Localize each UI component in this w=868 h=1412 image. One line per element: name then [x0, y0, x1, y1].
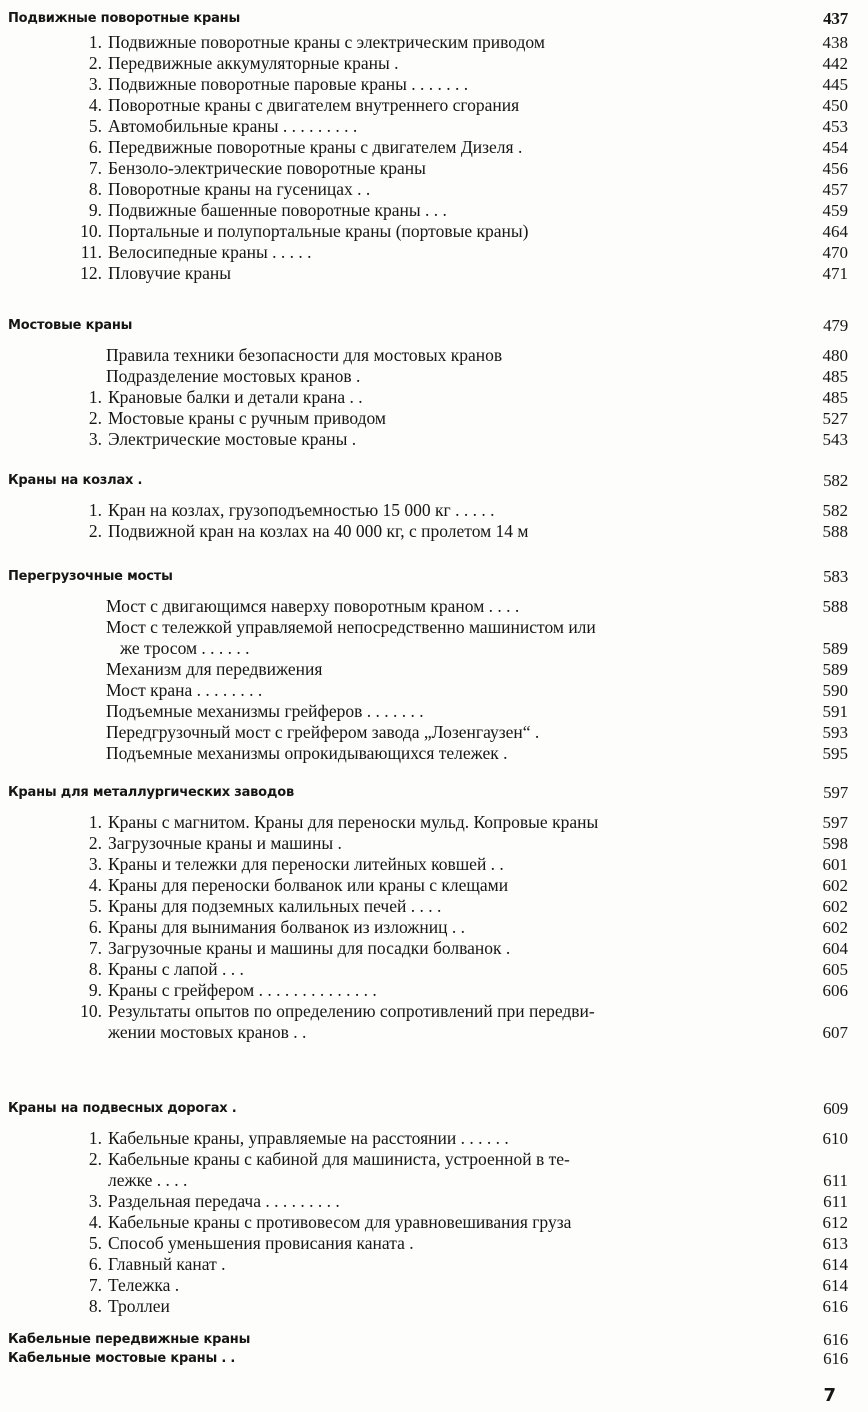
entry-page: 588	[822, 522, 848, 541]
toc-entry: 11. Велосипедные краны . . . . . 470	[80, 242, 848, 262]
entry-text: Краны с магнитом. Краны для переноски мульд. Копровые краны	[108, 812, 599, 832]
entry-page: 485	[822, 388, 848, 407]
toc-entry: 2. Передвижные аккумуляторные краны . 442	[88, 53, 848, 73]
entry-text: Подвижные башенные поворотные краны . . .	[108, 200, 447, 220]
toc-entry: 2. Мостовые краны с ручным приводом 527	[88, 408, 848, 428]
toc-entry	[8, 617, 856, 659]
section-title: Перегрузочные мосты	[8, 569, 173, 584]
entry-page: 485	[822, 367, 848, 386]
entry-text: Портальные и полупортальные краны (портовые краны)	[108, 221, 529, 241]
entry-text: Троллеи	[108, 1296, 170, 1316]
toc-entry: 2. Подвижной кран на козлах на 40 000 кг, с пролетом 14 м 588	[88, 521, 848, 541]
toc-entry: 4. Кабельные краны с противовесом для уравновешивания груза 612	[88, 1212, 848, 1232]
toc-section	[8, 8, 856, 284]
entry-text: Способ уменьшения провисания каната .	[108, 1233, 414, 1253]
toc-entry	[8, 743, 856, 764]
entry-text: Краны для вынимания болванок из изложниц . .	[108, 917, 465, 937]
entry-text: Правила техники безопасности для мостовых кранов	[106, 345, 503, 365]
entry-page: 612	[822, 1213, 848, 1232]
toc-entry: 5. Способ уменьшения провисания каната . 613	[88, 1233, 848, 1253]
entry-text: Автомобильные краны . . . . . . . . .	[108, 116, 358, 136]
section-heading	[8, 1098, 856, 1120]
entry-page: 589	[822, 639, 848, 658]
entry-page: 604	[822, 939, 848, 958]
entry-text-continued: лежке . . . .	[108, 1170, 188, 1190]
entry-page: 605	[822, 960, 848, 979]
toc-entry: 8. Поворотные краны на гусеницах . . 457	[88, 179, 848, 199]
toc-entry: 9. Краны с грейфером . . . . . . . . . . . . . . 606	[88, 980, 848, 1000]
section-title: Краны для металлургических заводов	[8, 785, 294, 800]
entry-page: 614	[822, 1276, 848, 1295]
entry-text: Механизм для передвижения	[106, 659, 323, 679]
section-heading	[8, 566, 856, 588]
entry-page: 593	[822, 723, 848, 742]
entry-text: Результаты опытов по определению сопротивлений при передви-	[108, 1001, 595, 1021]
section-page: 479	[823, 316, 848, 335]
entry-page: 616	[822, 1297, 848, 1316]
toc-entry: 10. Портальные и полупортальные краны (портовые краны) 464	[80, 221, 848, 241]
toc-section	[8, 470, 856, 542]
toc-entry: 5. Автомобильные краны . . . . . . . . . 453	[88, 116, 848, 136]
toc-entry: 8. Троллеи 616	[88, 1296, 848, 1316]
toc-entry	[8, 366, 856, 387]
entry-text: Краны для подземных калильных печей . . . .	[108, 896, 442, 916]
toc-entry	[8, 596, 856, 617]
entry-page: 453	[822, 117, 848, 136]
entry-text: Мостовые краны с ручным приводом	[108, 408, 386, 428]
toc-entry: 5. Краны для подземных калильных печей . . . . 602	[88, 896, 848, 916]
entry-text: Передвижные поворотные краны с двигателем Дизеля .	[108, 137, 523, 157]
toc-entry: 3. Электрические мостовые краны . 543	[88, 429, 848, 449]
entry-text: Поворотные краны на гусеницах . .	[108, 179, 371, 199]
entry-text: Кран на козлах, грузоподъемностью 15 000 кг . . . . .	[108, 500, 495, 520]
section-title: Подвижные поворотные краны	[8, 11, 241, 26]
toc-entry: 6. Краны для вынимания болванок из изложниц . . 602	[88, 917, 848, 937]
entry-text: Подъемные механизмы грейферов . . . . . . .	[106, 701, 424, 721]
entry-text: Главный канат .	[108, 1254, 226, 1274]
entry-text: Краны для переноски болванок или краны с клещами	[108, 875, 509, 895]
entry-page: 470	[822, 243, 848, 262]
entry-text: Крановые балки и детали крана . .	[108, 387, 363, 407]
entry-page: 607	[822, 1023, 848, 1042]
entry-text: Краны с лапой . . .	[108, 959, 244, 979]
entry-page: 590	[822, 681, 848, 700]
entry-page: 611	[823, 1171, 848, 1190]
toc-entry	[8, 701, 856, 722]
toc-final-entries	[8, 1330, 856, 1368]
toc-entry: 3. Подвижные поворотные паровые краны . . . . . . . 445	[88, 74, 848, 94]
entry-text: Мост с тележкой управляемой непосредственно машинистом или	[106, 617, 596, 637]
entry-page: 602	[822, 918, 848, 937]
section-heading	[8, 1349, 856, 1368]
entry-page: 589	[822, 660, 848, 679]
toc-entry: 2. Загрузочные краны и машины . 598	[88, 833, 848, 853]
section-title: Кабельные передвижные краны	[8, 1332, 251, 1347]
section-title: Кабельные мостовые краны . .	[8, 1351, 236, 1366]
entry-page: 438	[822, 33, 848, 52]
toc-entry: 4. Поворотные краны с двигателем внутреннего сгорания 450	[88, 95, 848, 115]
entry-page: 602	[822, 897, 848, 916]
entry-text: Краны и тележки для переноски литейных ковшей . .	[108, 854, 504, 874]
entry-page: 454	[822, 138, 848, 157]
entry-text: Кабельные краны с противовесом для уравновешивания груза	[108, 1212, 572, 1232]
entry-page: 601	[822, 855, 848, 874]
toc-entry: 3. Краны и тележки для переноски литейных ковшей . . 601	[88, 854, 848, 874]
section-page: 583	[823, 567, 848, 586]
entry-text: Подразделение мостовых кранов .	[106, 366, 361, 386]
section-page: 437	[823, 9, 848, 28]
toc-section	[8, 566, 856, 764]
entry-page: 614	[822, 1255, 848, 1274]
toc-entry: 8. Краны с лапой . . . 605	[88, 959, 848, 979]
entry-page: 602	[822, 876, 848, 895]
entry-text: Подвижные поворотные краны с электрическим приводом	[108, 32, 545, 52]
toc-section	[8, 1098, 856, 1317]
toc-entry: 1. Краны с магнитом. Краны для переноски мульд. Копровые краны 597	[88, 812, 848, 832]
toc-entry: 10. Результаты опытов по определению сопротивлений при передви- жении мостовых кранов . . 607	[8, 1001, 856, 1043]
entry-text: Раздельная передача . . . . . . . . .	[108, 1191, 340, 1211]
toc-entry: 3. Раздельная передача . . . . . . . . . 611	[88, 1191, 848, 1211]
entry-page: 471	[822, 264, 848, 283]
entry-page: 591	[822, 702, 848, 721]
entry-page: 613	[822, 1234, 848, 1253]
toc-entry: 7. Бензоло-электрические поворотные краны 456	[88, 158, 848, 178]
toc-entry: 1. Кран на козлах, грузоподъемностью 15 000 кг . . . . . 582	[88, 500, 848, 520]
entry-page: 480	[822, 346, 848, 365]
toc-entry	[8, 659, 856, 680]
entry-page: 464	[822, 222, 848, 241]
entry-page: 595	[822, 744, 848, 763]
section-page: 597	[823, 783, 848, 802]
toc-entry: 1. Крановые балки и детали крана . . 485	[88, 387, 848, 407]
toc-entry: 1. Кабельные краны, управляемые на расстоянии . . . . . . 610	[88, 1128, 848, 1148]
entry-page: 543	[822, 430, 848, 449]
entry-text: Мост с двигающимся наверху поворотным краном . . . .	[106, 596, 520, 616]
toc-entry: 6. Передвижные поворотные краны с двигателем Дизеля . 454	[88, 137, 848, 157]
toc-section	[8, 782, 856, 1043]
entry-page: 598	[822, 834, 848, 853]
section-heading	[8, 1330, 856, 1349]
toc-entry: 9. Подвижные башенные поворотные краны . . . 459	[88, 200, 848, 220]
section-heading	[8, 470, 856, 492]
entry-text: Пловучие краны	[108, 263, 231, 283]
entry-page: 597	[822, 813, 848, 832]
entry-page: 611	[823, 1192, 848, 1211]
section-heading	[8, 8, 856, 30]
entry-text: Кабельные краны с кабиной для машиниста, устроенной в те-	[108, 1149, 570, 1169]
section-page: 582	[823, 471, 848, 490]
entry-text: Загрузочные краны и машины для посадки болванок .	[108, 938, 511, 958]
entry-text: Передгрузочный мост с грейфером завода „Лозенгаузен“ .	[106, 722, 540, 742]
toc-entry: 4. Краны для переноски болванок или краны с клещами 602	[88, 875, 848, 895]
entry-text-continued: жении мостовых кранов . .	[108, 1022, 307, 1042]
toc-entry: 12. Пловучие краны 471	[80, 263, 848, 283]
entry-text: Поворотные краны с двигателем внутреннего сгорания	[108, 95, 520, 115]
entry-text: Подвижной кран на козлах на 40 000 кг, с пролетом 14 м	[108, 521, 529, 541]
section-title: Мостовые краны	[8, 318, 133, 333]
toc-entry: 7. Тележка . 614	[88, 1275, 848, 1295]
entry-text: Передвижные аккумуляторные краны .	[108, 53, 399, 73]
section-title: Краны на подвесных дорогах .	[8, 1101, 237, 1116]
toc-entry	[8, 345, 856, 366]
toc-entry: 1. Подвижные поворотные краны с электрическим приводом 438	[88, 32, 848, 52]
entry-text: Загрузочные краны и машины .	[108, 833, 342, 853]
section-page: 616	[823, 1330, 848, 1349]
section-page: 609	[823, 1099, 848, 1118]
entry-page: 610	[822, 1129, 848, 1148]
section-heading	[8, 782, 856, 804]
toc-section	[8, 315, 856, 450]
section-page: 616	[823, 1349, 848, 1368]
entry-page: 457	[822, 180, 848, 199]
entry-page: 582	[822, 501, 848, 520]
section-heading	[8, 315, 856, 337]
entry-page: 450	[822, 96, 848, 115]
toc-entry: 2. Кабельные краны с кабиной для машиниста, устроенной в те- лежке . . . . 611	[8, 1149, 856, 1191]
toc-entry: 6. Главный канат . 614	[88, 1254, 848, 1274]
entry-text: Велосипедные краны . . . . .	[108, 242, 312, 262]
entry-text: Подвижные поворотные паровые краны . . . . . . .	[108, 74, 469, 94]
entry-page: 442	[822, 54, 848, 73]
entry-text-continued: же тросом . . . . . .	[120, 638, 250, 658]
entry-page: 459	[822, 201, 848, 220]
entry-page: 456	[822, 159, 848, 178]
entry-text: Краны с грейфером . . . . . . . . . . . . . .	[108, 980, 377, 1000]
toc-entry	[8, 680, 856, 701]
toc-entry: 7. Загрузочные краны и машины для посадки болванок . 604	[88, 938, 848, 958]
entry-text: Тележка .	[108, 1275, 180, 1295]
entry-page: 588	[822, 597, 848, 616]
section-title: Краны на козлах .	[8, 473, 143, 488]
toc-entry	[8, 722, 856, 743]
entry-page: 445	[822, 75, 848, 94]
entry-text: Кабельные краны, управляемые на расстоянии . . . . . .	[108, 1128, 509, 1148]
entry-text: Мост крана . . . . . . . .	[106, 680, 263, 700]
entry-page: 527	[822, 409, 848, 428]
page-number: 7	[823, 1385, 836, 1406]
entry-text: Подъемные механизмы опрокидывающихся тележек .	[106, 743, 508, 763]
entry-text: Электрические мостовые краны .	[108, 429, 357, 449]
entry-text: Бензоло-электрические поворотные краны	[108, 158, 426, 178]
entry-page: 606	[822, 981, 848, 1000]
